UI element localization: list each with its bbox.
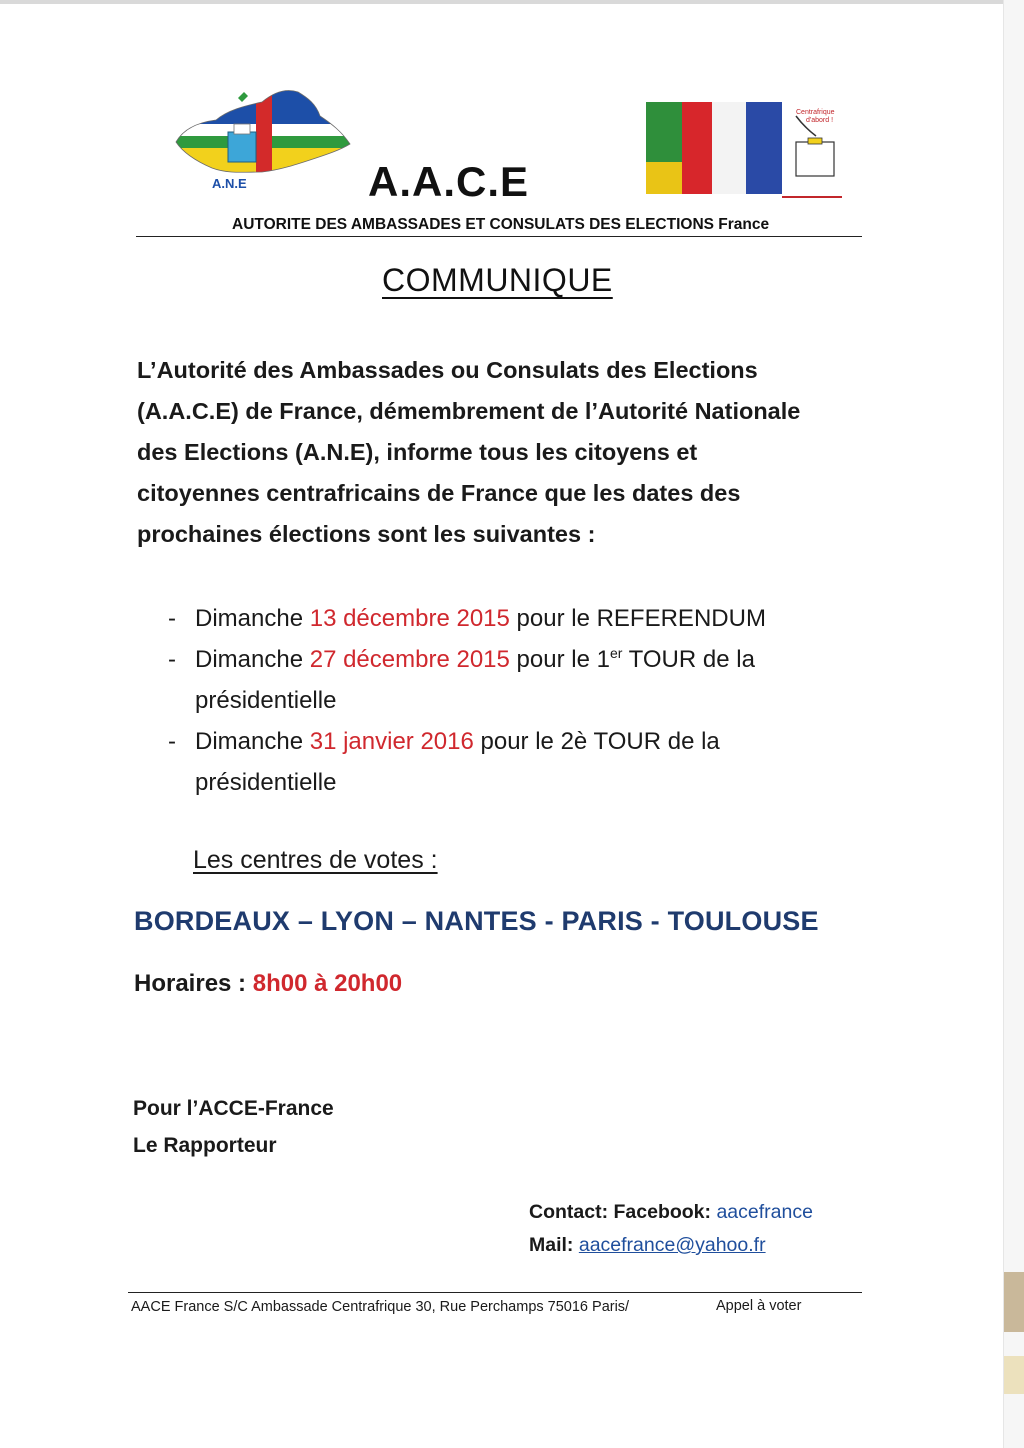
footer-address: AACE France S/C Ambassade Centrafrique 30, Rue Perchamps 75016 Paris/ [131,1299,630,1315]
header-divider [136,236,862,237]
signature-line: Le Rapporteur [133,1134,277,1157]
opening-hours [134,970,402,998]
date-description-line2: présidentielle [195,769,337,796]
hours-value: 8h00 à 20h00 [252,970,403,997]
intro-line: citoyennes centrafricains de France que les dates des [137,480,741,506]
facebook-handle[interactable]: aacefrance [716,1201,813,1223]
document-title: COMMUNIQUE [382,262,613,298]
mail-contact [529,1229,813,1262]
footer-note: Appel à voter [716,1298,802,1314]
scan-page-tab-secondary [1004,1356,1024,1394]
footer-divider [128,1292,862,1293]
list-bullet: - [168,728,176,755]
date-prefix: Dimanche [195,728,310,755]
signature-block [133,1090,334,1164]
list-item [168,721,848,803]
signature-line: Pour l’ACCE-France [133,1097,334,1120]
intro-line: prochaines élections sont les suivantes : [137,521,596,547]
intro-line: L’Autorité des Ambassades ou Consulats des Elections [137,357,758,383]
election-dates-list [168,598,848,803]
date-description-line2: présidentielle [195,687,337,714]
flags-icon [646,102,842,202]
election-date: 13 décembre 2015 [309,605,510,632]
ane-map-icon [170,84,360,194]
voting-cities: BORDEAUX – LYON – NANTES - PARIS - TOULOUSE [134,906,819,936]
intro-line: (A.A.C.E) de France, démembrement de l’Autorité Nationale [137,398,801,424]
ordinal-superscript: er [609,645,623,661]
flags-logo-caption-1: Centrafrique [796,109,835,116]
org-acronym: A.A.C.E [368,158,530,205]
intro-line: des Elections (A.N.E), informe tous les citoyens et [137,439,698,465]
flags-logo-caption-2: d'abord ! [806,117,834,124]
scan-page-tab [1004,1272,1024,1332]
list-bullet: - [168,646,176,673]
ane-logo [170,84,360,194]
election-date: 27 décembre 2015 [309,646,510,673]
scan-top-edge [0,0,1024,4]
voting-centres-heading: Les centres de votes : [193,846,438,874]
scan-right-margin [1003,0,1024,1448]
facebook-contact [529,1196,813,1229]
list-bullet: - [168,605,176,632]
org-subtitle: AUTORITE DES AMBASSADES ET CONSULATS DES ELECTIONS France [232,216,770,233]
ane-logo-label: A.N.E [212,176,247,191]
mail-label: Mail: [529,1234,579,1256]
flags-ballot-logo [646,102,842,202]
date-description: pour le 1 [509,646,610,673]
email-link[interactable]: aacefrance@yahoo.fr [578,1234,766,1256]
date-description-cont: TOUR de la [622,646,755,673]
intro-paragraph [137,350,867,555]
list-item [168,639,848,721]
hours-label: Horaires : [134,970,253,997]
contact-block [529,1196,813,1262]
date-description: pour le REFERENDUM [509,605,766,632]
date-description: pour le 2è TOUR de la [473,728,720,755]
list-item [168,598,848,639]
date-prefix: Dimanche [195,646,310,673]
facebook-label: Contact: Facebook: [529,1201,717,1223]
date-prefix: Dimanche [195,605,310,632]
election-date: 31 janvier 2016 [309,728,474,755]
